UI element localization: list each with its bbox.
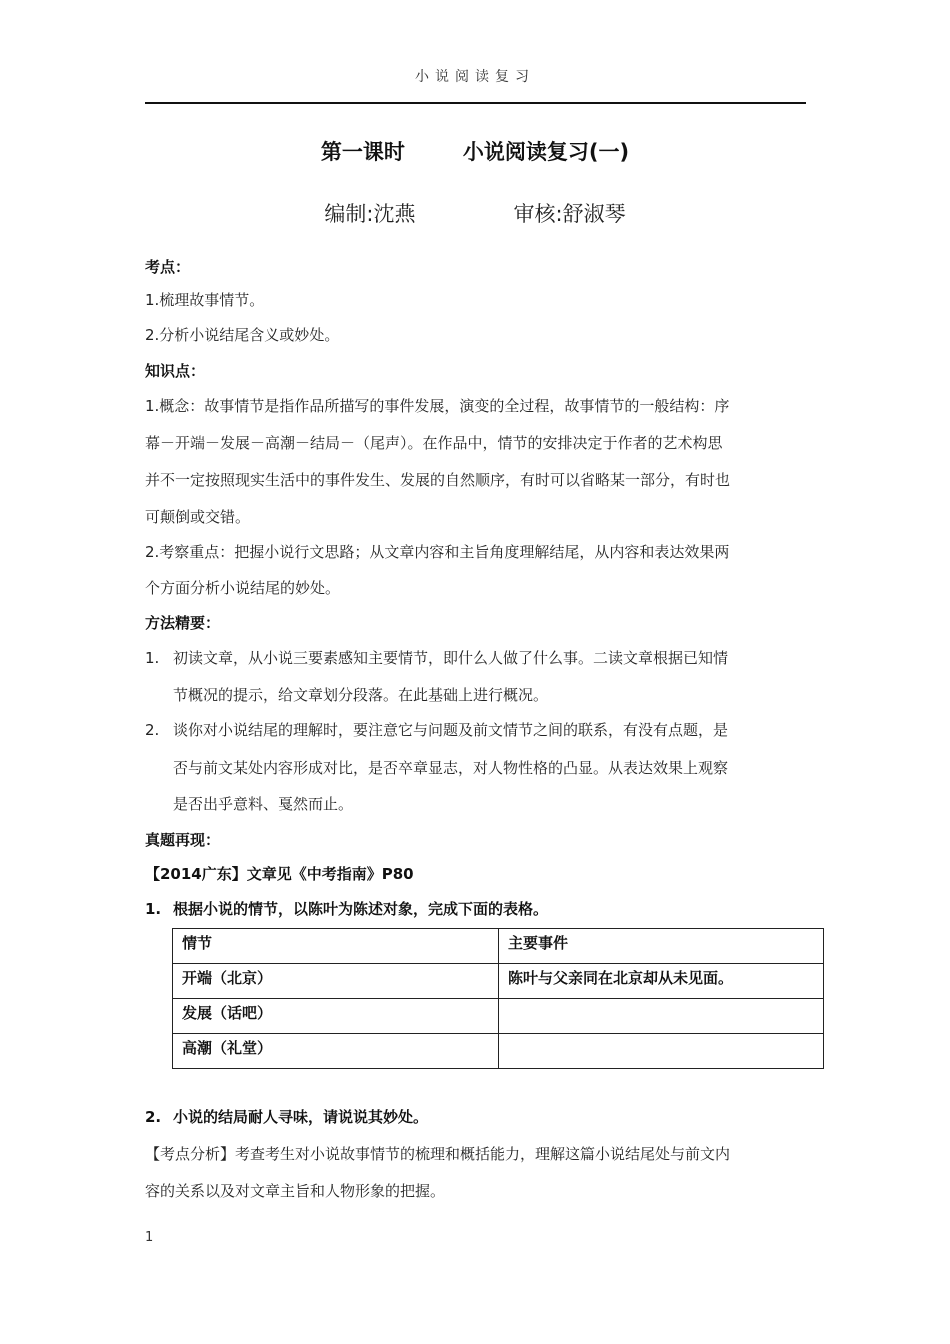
question-1	[145, 899, 548, 919]
editor-credit: 编制:沈燕	[324, 202, 416, 226]
fangfa-item-text: 初读文章，从小说三要素感知主要情节，即什么人做了什么事。二读文章根据已知情	[173, 649, 729, 667]
fangfa-item-text: 谈你对小说结尾的理解时，要注意它与问题及前文情节之间的联系，有没有点题，是	[173, 721, 729, 739]
fangfa-item	[145, 720, 728, 740]
title-lesson: 第一课时	[320, 140, 405, 164]
zhenti-heading: 真题再现：	[145, 831, 221, 849]
table-row	[173, 999, 824, 1034]
running-header: 小说阅读复习	[415, 69, 535, 85]
zhishi-line: 幕－开端－发展－高潮－结局－（尾声）。在作品中，情节的安排决定于作者的艺术构思	[145, 434, 723, 452]
table-row	[173, 964, 824, 999]
reviewer-credit: 审核:舒淑琴	[513, 202, 626, 226]
fangfa-heading: 方法精要：	[145, 614, 221, 632]
fangfa-item-number: 2.	[145, 721, 160, 739]
zhishi-line: 可颠倒或交错。	[145, 508, 251, 526]
table-cell-empty	[499, 1034, 824, 1069]
fangfa-item-number: 1.	[145, 649, 160, 667]
question-2	[145, 1107, 428, 1127]
table-header-cell: 主要事件	[499, 929, 824, 964]
zhishi-line: 1.概念：故事情节是指作品所描写的事件发展，演变的全过程，故事情节的一般结构：序	[145, 397, 730, 415]
question-text: 小说的结局耐人寻味，请说说其妙处。	[173, 1108, 429, 1126]
kaodian-heading: 考点：	[145, 258, 191, 276]
document-credits	[145, 198, 805, 228]
analysis-line: 容的关系以及对文章主旨和人物形象的把握。	[145, 1182, 446, 1200]
fangfa-item	[145, 648, 728, 668]
table-cell: 开端（北京）	[173, 964, 499, 999]
title-topic: 小说阅读复习(一)	[462, 140, 630, 164]
table-header-cell: 情节	[173, 929, 499, 964]
table-header-row	[173, 929, 824, 964]
kaodian-item: 2.分析小说结尾含义或妙处。	[145, 326, 340, 344]
zhishi-line: 个方面分析小说结尾的妙处。	[145, 579, 341, 597]
page-number: 1	[145, 1230, 154, 1245]
zhenti-source: 【2014广东】文章见《中考指南》P80	[145, 865, 414, 883]
table-row	[173, 1034, 824, 1069]
question-number: 2.	[145, 1108, 162, 1126]
fangfa-item-continuation: 否与前文某处内容形成对比，是否卒章显志，对人物性格的凸显。从表达效果上观察	[173, 759, 729, 777]
zhishi-line: 并不一定按照现实生活中的事件发生、发展的自然顺序，有时可以省略某一部分，有时也	[145, 471, 731, 489]
plot-table	[172, 928, 824, 1069]
analysis-line: 【考点分析】考查考生对小说故事情节的梳理和概括能力，理解这篇小说结尾处与前文内	[145, 1145, 731, 1163]
fangfa-item-continuation: 是否出乎意料、戛然而止。	[173, 795, 354, 813]
fangfa-item-continuation: 节概况的提示，给文章划分段落。在此基础上进行概况。	[173, 686, 549, 704]
document-title	[145, 136, 805, 166]
question-number: 1.	[145, 900, 162, 918]
table-cell: 发展（话吧）	[173, 999, 499, 1034]
kaodian-item: 1.梳理故事情节。	[145, 291, 265, 309]
header-divider	[145, 102, 806, 104]
table-cell: 陈叶与父亲同在北京却从未见面。	[499, 964, 824, 999]
zhishi-heading: 知识点：	[145, 362, 206, 380]
zhishi-line: 2.考察重点：把握小说行文思路；从文章内容和主旨角度理解结尾，从内容和表达效果两	[145, 543, 730, 561]
question-text: 根据小说的情节，以陈叶为陈述对象，完成下面的表格。	[173, 900, 549, 918]
table-cell-empty	[499, 999, 824, 1034]
table-cell: 高潮（礼堂）	[173, 1034, 499, 1069]
